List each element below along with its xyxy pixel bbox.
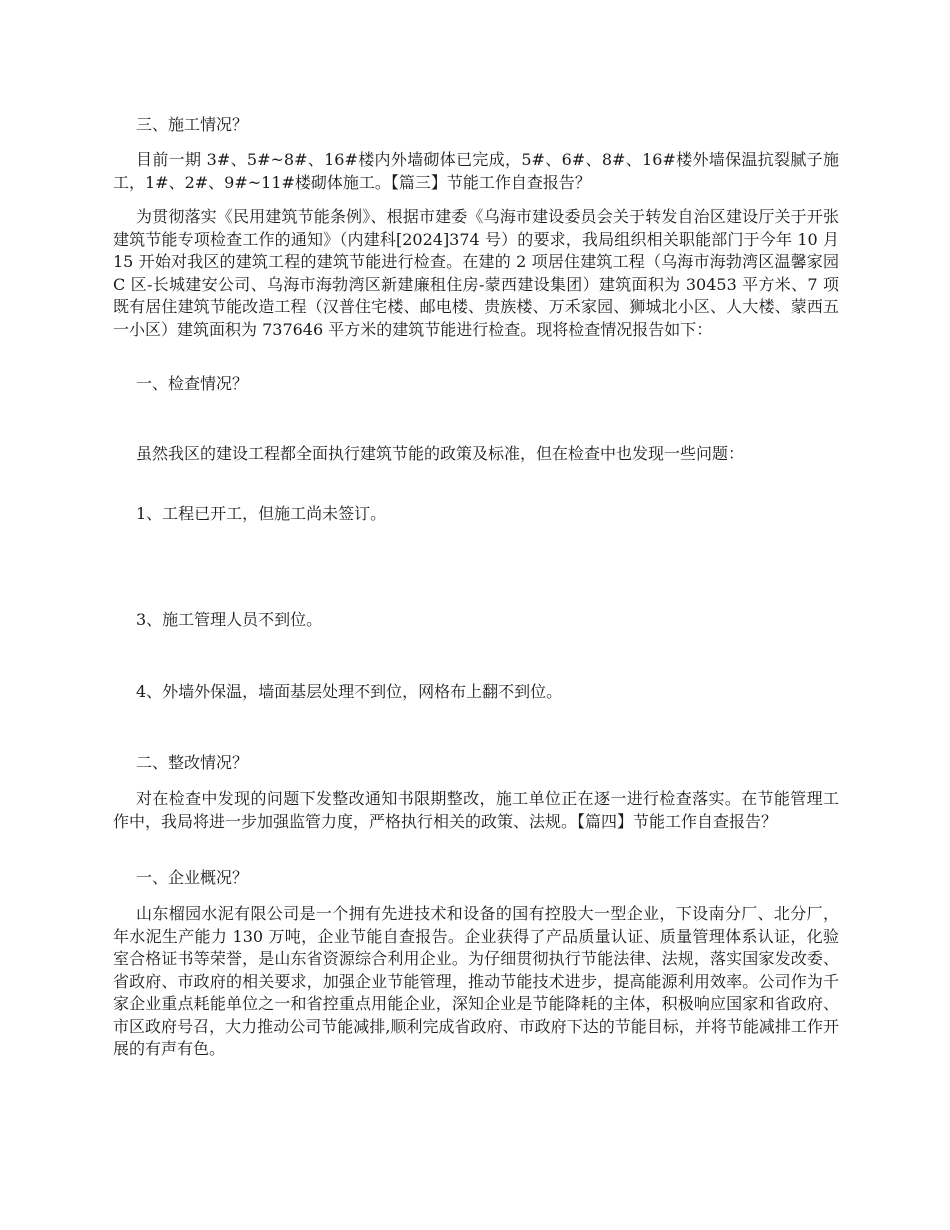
- section-heading-company-overview: 一、企业概况？: [136, 868, 249, 887]
- paragraph-rectification: 对在检查中发现的问题下发整改通知书限期整改，施工单位正在逐一进行检查落实。在节能管理工作中，我局将进一步加强监管力度，严格执行相关的政策、法规。【篇四】节能工作自查报告？: [113, 789, 839, 831]
- paragraph-company-overview: 山东榴园水泥有限公司是一个拥有先进技术和设备的国有控股大一型企业，下设南分厂、北分厂，年水泥生产能力 130 万吨，企业节能自查报告。企业获得了产品质量认证、质量管理体系认证，化验室合格证书等荣誉，是山东省资源综合利用企业。为仔细贯彻执行节能法律、法规，落实国家发改委、省政府、市政府的相关要求，加强企业节能管理，推动节能技术进步，提高能源利用效率。公司作为千家企业重点耗能单位之一和省控重点用能企业，深知企业是节能降耗的主体，积极响应国家和省政府、市区政府号召，大力推动公司节能减排,顺利完成省政府、市政府下达的节能目标，并将节能减排工作开展的有声有色。: [113, 904, 839, 1058]
- section-heading-construction-status: 三、施工情况？: [136, 115, 249, 134]
- paragraph-problems-found: 虽然我区的建设工程都全面执行建筑节能的政策及标准，但在检查中也发现一些问题：: [136, 444, 745, 463]
- list-item-problem-1: 1、工程已开工，但施工尚未签订。: [136, 504, 387, 523]
- list-item-problem-4: 4、外墙外保温，墙面基层处理不到位，网格布上翻不到位。: [136, 682, 563, 701]
- list-item-problem-3: 3、施工管理人员不到位。: [136, 610, 323, 629]
- paragraph-construction-progress: 目前一期 3#、5#~8#、16#楼内外墙砌体已完成，5#、6#、8#、16#楼外墙保温抗裂腻子施工，1#、2#、9#~11#楼砌体施工。【篇三】节能工作自查报告？: [113, 150, 839, 192]
- section-heading-inspection-status: 一、检查情况？: [136, 374, 249, 393]
- section-heading-rectification: 二、整改情况？: [136, 753, 249, 772]
- paragraph-inspection-intro: 为贯彻落实《民用建筑节能条例》、根据市建委《乌海市建设委员会关于转发自治区建设厅关于开张建筑节能专项检查工作的通知》（内建科[2024]374 号）的要求，我局组织相关职能部门于今年 10 月 15 开始对我区的建筑工程的建筑节能进行检查。在建的 2 项居住建筑工程（乌海市海勃湾区温馨家园 C 区-长城建安公司、乌海市海勃湾区新建廉租住房-蒙西建设集团）建筑面积为 30453 平方米、7 项既有居住建筑节能改造工程（汉普住宅楼、邮电楼、贵族楼、万禾家园、狮城北小区、人大楼、蒙西五一小区）建筑面积为 737646 平方米的建筑节能进行检查。现将检查情况报告如下：: [113, 207, 839, 339]
